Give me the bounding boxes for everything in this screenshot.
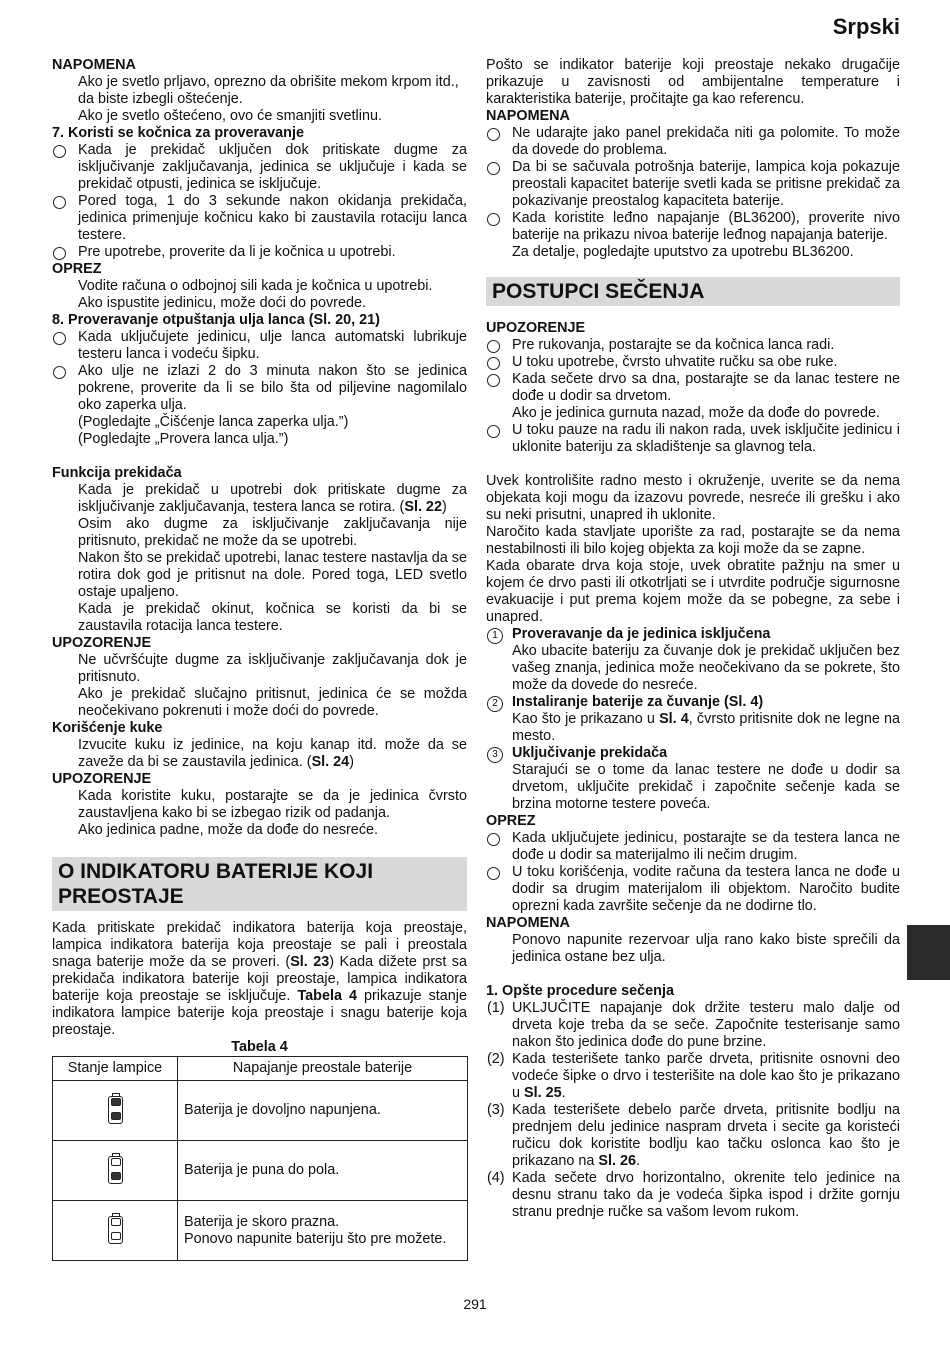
- funkcija-title: Funkcija prekidača: [52, 465, 182, 481]
- upozorenje-sub-text: Ako je jedinica gurnuta nazad, može da dođe do povrede.: [512, 405, 881, 421]
- upozorenje-text: Kada koristite kuku, postarajte se da je jedinica čvrsto zaustavljena kako bi se izbegao rizik od padanja.: [78, 788, 467, 821]
- right-column: [486, 57, 900, 1221]
- table-cell: Baterija je puna do pola.: [178, 1141, 468, 1201]
- table-header: Stanje lampice: [53, 1057, 178, 1081]
- table-caption: Tabela 4: [231, 1039, 288, 1055]
- step-text: Kao što je prikazano u Sl. 4, čvrsto pritisnite dok ne legne na mesto.: [512, 711, 900, 744]
- bullet-circle-icon: [487, 357, 500, 370]
- battery-half-icon: [108, 1156, 123, 1184]
- napomena-label: NAPOMENA: [52, 57, 136, 73]
- oprez-text: Ako ispustite jedinicu, može doći do povrede.: [78, 295, 366, 311]
- list-item: Kada uključujete jedinicu, postarajte se da testera lanca ne dođe u dodir sa materijalmo ili nečim drugim.: [486, 830, 900, 864]
- circled-number-icon: 3: [487, 747, 503, 763]
- language-label: Srpski: [832, 14, 900, 39]
- upozorenje-label: UPOZORENJE: [52, 635, 152, 651]
- step7-title: 7. Koristi se kočnica za proveravanje: [52, 125, 304, 141]
- list-item: 1 Proveravanje da je jedinica isključena: [486, 626, 900, 643]
- left-column: [52, 57, 467, 1261]
- list-item: (2) Kada testerišete tanko parče drveta, pritisnite osnovni deo vodeće šipke o drvo i testerišite na dole kao što je prikazano u Sl. 25.: [487, 1051, 900, 1101]
- list-item: Pre upotrebe, proverite da li je kočnica u upotrebi.: [52, 244, 467, 261]
- bullet-circle-icon: [487, 867, 500, 880]
- page-number: 291: [463, 1296, 487, 1312]
- oprez-label: OPREZ: [52, 261, 102, 277]
- step-text: Ako ubacite bateriju za čuvanje dok je prekidač uključen bez vašeg znanja, jedinica može neočekivano da se pokrete, što može da dovede do nesreće.: [512, 643, 900, 693]
- bullet-circle-icon: [487, 374, 500, 387]
- bullet-circle-icon: [487, 213, 500, 226]
- napomena-label: NAPOMENA: [486, 108, 570, 124]
- napomena-label: NAPOMENA: [486, 915, 570, 931]
- reference-text: (Pogledajte „Čišćenje lanca zaperka ulja.”): [78, 414, 349, 430]
- upozorenje-text: Ako je prekidač slučajno pritisnut, jedinica će se možda neočekivano pokrenuti i može doći do povrede.: [78, 686, 467, 719]
- upozorenje-text: Ne učvršćujte dugme za isključivanje zaključavanja dok je pritisnuto.: [78, 652, 467, 685]
- oprez-text: Vodite računa o odbojnoj sili kada je kočnica u upotrebi.: [78, 278, 433, 294]
- reference-text: (Pogledajte „Provera lanca ulja.”): [78, 431, 289, 447]
- upozorenje-text: Ako jedinica padne, može da dođe do nesreće.: [78, 822, 379, 838]
- intro-paragraph: Pošto se indikator baterije koji preostaje nekako drugačije prikazuje u zavisnosti od ambijentalne temperature i karakteristika baterije, pročitajte ga kao referencu.: [486, 57, 900, 107]
- circled-number-icon: 1: [487, 628, 503, 644]
- battery-table: [52, 1056, 468, 1261]
- section-heading-cutting: POSTUPCI SEČENJA: [486, 277, 900, 306]
- list-item: Ne udarajte jako panel prekidača niti ga polomite. To može da dovede do problema.: [486, 125, 900, 159]
- funkcija-text: Kada je prekidač u upotrebi dok pritiskate dugme za isključivanje zaključavanja, testera lanca se rotira. (Sl. 22): [78, 482, 467, 515]
- table-header: Napajanje preostale baterije: [178, 1057, 468, 1081]
- list-item: (1) UKLJUČITE napajanje dok držite testeru malo dalje od drveta koje treba da se seče. Započnite testerisanje samo nakon što jedinica dođe do pune brzine.: [487, 1000, 900, 1050]
- table-cell: [53, 1081, 178, 1141]
- napomena-text: Ako je svetlo oštećeno, ovo će smanjiti svetlinu.: [78, 108, 382, 124]
- body-paragraph: Uvek kontrolišite radno mesto i okruženje, uverite se da nema objekata koji mogu da izazovu povrede, nesreće ili grešku i ako su neki prisutni, unapred ih uklonite.: [486, 473, 900, 523]
- list-item: 3 Uključivanje prekidača: [486, 745, 900, 762]
- kuka-title: Korišćenje kuke: [52, 720, 163, 736]
- bullet-circle-icon: [487, 425, 500, 438]
- bullet-circle-icon: [487, 162, 500, 175]
- list-item: Kada je prekidač uključen dok pritiskate dugme za isključivanje zaključavanja, jedinica se uključuje i kada se prekidač otpusti, jedinica se isključuje.: [52, 142, 467, 193]
- bullet-circle-icon: [487, 833, 500, 846]
- step8-title: 8. Proveravanje otpuštanja ulja lanca (Sl. 20, 21): [52, 312, 380, 328]
- bullet-circle-icon: [53, 366, 66, 379]
- list-item: Ako ulje ne izlazi 2 do 3 minuta nakon što se jedinica pokrene, proverite da li se bilo šta od piljevine nagomilalo oko zaperka ulja.: [52, 363, 467, 414]
- bullet-circle-icon: [487, 128, 500, 141]
- table-cell: [53, 1201, 178, 1261]
- list-item: Kada koristite leđno napajanje (BL36200), proverite nivo baterije na prikazu nivoa baterije leđnog napajanja baterije.: [486, 210, 900, 244]
- list-item: Da bi se sačuvala potrošnja baterije, lampica koja pokazuje preostali kapacitet baterije svetli kada se pritisne prekidač za pokazivanje preostalog kapaciteta baterije.: [486, 159, 900, 210]
- list-item: U toku pauze na radu ili nakon rada, uvek isključite jedinicu i uklonite bateriju za skladištenje sa glavnog tela.: [486, 422, 900, 456]
- bullet-circle-icon: [53, 196, 66, 209]
- funkcija-text: Kada je prekidač okinut, kočnica se koristi da bi se zaustavila rotacija lanca testere.: [78, 601, 467, 634]
- list-item: Pre rukovanja, postarajte se da kočnica lanca radi.: [486, 337, 900, 354]
- circled-number-icon: 2: [487, 696, 503, 712]
- page-edge-tab: [907, 925, 950, 980]
- upozorenje-label: UPOZORENJE: [52, 771, 152, 787]
- list-item: U toku korišćenja, vodite računa da testera lanca ne dođe u dodir sa drugim materijalom ili objektom. Naročito budite oprezni kada završite sečenje da ne dodirne tlo.: [486, 864, 900, 915]
- bullet-circle-icon: [53, 145, 66, 158]
- funkcija-text: Nakon što se prekidač upotrebi, lanac testere nastavlja da se rotira dok god je pritisnut na dole. Pored toga, LED svetlo ostaje upaljeno.: [78, 550, 467, 600]
- list-item: (4) Kada sečete drvo horizontalno, okrenite telo jedinice na desnu stranu tako da je vodeća šipka ispod i držite gornju stranu prednje ručke sa vašom levom rukom.: [487, 1170, 900, 1220]
- list-item: U toku upotrebe, čvrsto uhvatite ručku sa obe ruke.: [486, 354, 900, 371]
- funkcija-text: Osim ako dugme za isključivanje zaključavanja nije pritisnuto, prekidač ne može da se upotrebi.: [78, 516, 467, 549]
- body-paragraph: Naročito kada stavljate uporište za rad, postarajte se da nema nestabilnosti ili bilo kojeg objekta za koji može da se zapne.: [486, 524, 900, 557]
- bullet-circle-icon: [487, 340, 500, 353]
- bullet-circle-icon: [53, 247, 66, 260]
- general-procedures-title: 1. Opšte procedure sečenja: [486, 983, 674, 999]
- battery-full-icon: [108, 1096, 123, 1124]
- napomena-text: Ako je svetlo prljavo, oprezno da obrišite mekom krpom itd., da biste izbegli oštećenje.: [78, 74, 459, 107]
- kuka-text: Izvucite kuku iz jedinice, na koju kanap itd. može da se zaveže da bi se zaustavila jedinica. (Sl. 24): [78, 737, 467, 770]
- detail-text: Za detalje, pogledajte uputstvo za upotrebu BL36200.: [512, 244, 854, 260]
- list-item: (3) Kada testerišete debelo parče drveta, pritisnite bodlju na prednjem delu jedinice naspram drveta i secite ga koristeći ručicu dok koristite bodlju kao tačku oslonca kao što je prikazano na Sl. 26.: [487, 1102, 900, 1169]
- upozorenje-label: UPOZORENJE: [486, 320, 586, 336]
- list-item: Kada sečete drvo sa dna, postarajte se da lanac testere ne dođe u dodir sa drvetom.: [486, 371, 900, 405]
- table-cell: Baterija je skoro prazna. Ponovo napunite bateriju što pre možete.: [178, 1201, 468, 1261]
- napomena-text: Ponovo napunite rezervoar ulja rano kako biste sprečili da jedinica ostane bez ulja.: [512, 932, 900, 965]
- list-item: Kada uključujete jedinicu, ulje lanca automatski lubrikuje testeru lanca i vodeću šipku.: [52, 329, 467, 363]
- bullet-circle-icon: [53, 332, 66, 345]
- oprez-label: OPREZ: [486, 813, 536, 829]
- list-item: 2 Instaliranje baterije za čuvanje (Sl. 4): [486, 694, 900, 711]
- table-cell: [53, 1141, 178, 1201]
- table-cell: Baterija je dovoljno napunjena.: [178, 1081, 468, 1141]
- section-heading-indicator: O INDIKATORU BATERIJE KOJI PREOSTAJE: [52, 857, 467, 911]
- list-item: Pored toga, 1 do 3 sekunde nakon okidanja prekidača, jedinica primenjuje kočnicu kako bi zaustavila rotaciju lanca testere.: [52, 193, 467, 244]
- step-text: Starajući se o tome da lanac testere ne dođe u dodir sa drvetom, uključite prekidač i započnite sečenje kada se brzina motorne testere poveća.: [512, 762, 900, 812]
- body-paragraph: Kada obarate drva koja stoje, uvek obratite pažnju na smer u kojem će drvo pasti ili otkotrljati se i utvrdite područje sigurnosne evakuacije i put prema kojem može da se pobegne, za sebe i unapred.: [486, 558, 900, 625]
- battery-empty-icon: [108, 1216, 123, 1244]
- indicator-paragraph: Kada pritiskate prekidač indikatora baterija koja preostaje, lampica indikatora baterija koja preostaje se pali i preostala snaga baterije može da se proveri. (Sl. 23) Kada dižete prst sa prekidača indikatora baterije koji preostaje, lampica indikatora baterije koja preostaje se isključuje. Tabela 4 prikazuje stanje indikatora lampice baterije koja preostaje i snagu baterije koja preostaje.: [52, 920, 467, 1038]
